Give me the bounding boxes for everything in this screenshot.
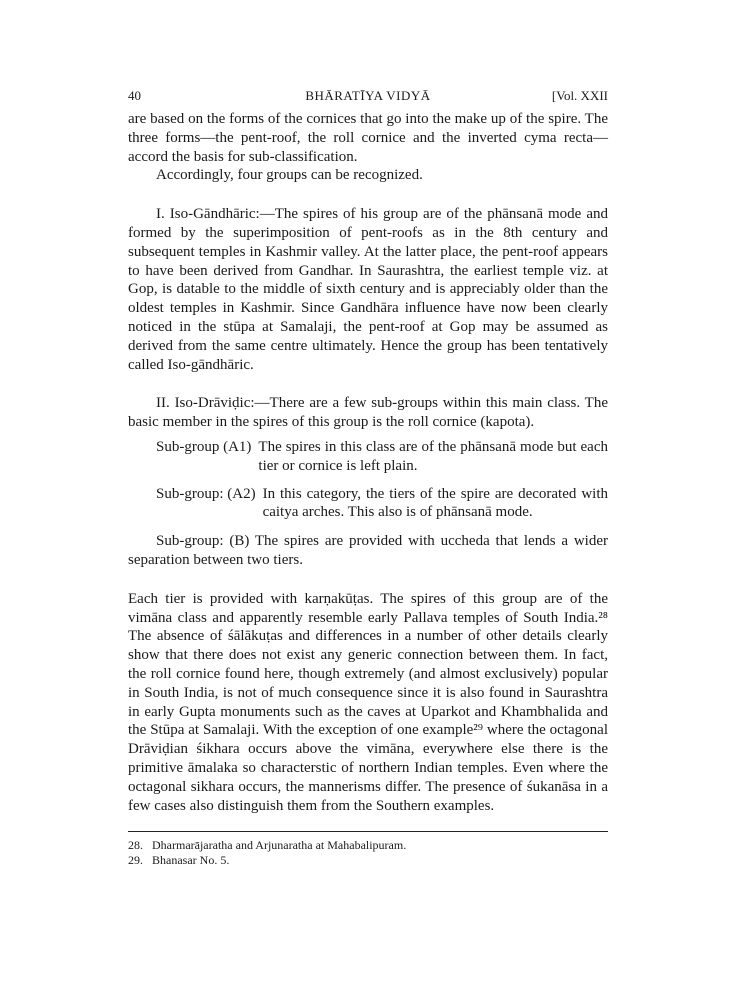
subgroup-b: Sub-group: (B) The spires are provided with uccheda that lends a wider separation between two tiers. (128, 533, 608, 568)
footnote-28-text: Dharmarājaratha and Arjunaratha at Mahabalipuram. (152, 838, 407, 853)
footnote-divider (128, 831, 608, 832)
subgroup-a2-label: Sub-group: (A2) (156, 485, 256, 502)
document-page (128, 88, 608, 867)
footnote-28-number: 28. (128, 838, 143, 853)
subgroup-a2 (128, 485, 608, 523)
page-number: 40 (128, 88, 141, 103)
volume-label: [Vol. XXII (551, 88, 608, 103)
subgroup-a2-text: In this category, the tiers of the spire are decorated with caitya arches. This also is of phānsanā mode. (262, 485, 608, 521)
section-iso-dravidic: II. Iso-Drāviḍic:—There are a few sub-groups within this main class. The basic member in the spires of this group is the roll cornice (kapota). (128, 395, 608, 431)
accordingly-line: Accordingly, four groups can be recognized. (156, 167, 423, 184)
subgroup-a1-label: Sub-group (A1) (156, 438, 252, 455)
subgroup-a1 (128, 438, 608, 476)
running-header (128, 88, 608, 110)
subgroup-a1-text: The spires in this class are of the phānsanā mode but each tier or cornice is left plain. (258, 438, 608, 474)
journal-title: BHĀRATĪYA VIDYĀ (305, 88, 431, 103)
footnote-28 (128, 838, 608, 853)
section-vimana-paragraph: Each tier is provided with karṇakūṭas. The spires of this group are of the vimāna class and apparently resemble early Pallava temples of South India.²⁸ The absence of śālākuṭas and differences in a number of other details clearly show that there does not exist any generic connection between them. In fact, the roll cornice found here, though extremely (and almost exclusively) popular in South India, is not of much consequence since it is also found in Saurashtra in early Gupta monuments such as the caves at Uparkot and Khambhalida and the Stūpa at Samalaji. With the exception of one example²⁹ where the octagonal Drāviḍian śikhara occurs above the vimāna, everywhere else there is the primitive āmalaka so characterstic of northern Indian temples. Even where the octagonal sikhara occurs, the mannerisms differ. The presence of śukanāsa in a few cases also distinguish them from the Southern examples. (128, 590, 608, 814)
footnote-29 (128, 853, 608, 868)
footnote-29-number: 29. (128, 852, 143, 867)
intro-paragraph: are based on the forms of the cornices that go into the make up of the spire. The three forms—the pent-roof, the roll cornice and the inverted cyma recta—accord the basis for sub-classification. (128, 111, 608, 165)
footnote-29-text: Bhanasar No. 5. (152, 852, 230, 867)
section-iso-gandharic: I. Iso-Gāndhāric:—The spires of his group are of the phānsanā mode and formed by the superimposition of pent-roofs as in the 8th century and subsequent temples in Kashmir valley. At the latter place, the pent-roof appears to have been derived from Gandhar. In Saurashtra, the earliest temple viz. at Gop, is datable to the middle of sixth century and is appreciably older than the oldest temples in Kashmir. Since Gandhāra influence have now been clearly noticed in the stūpa at Samalaji, the pent-roof at Gop may be assumed as derived from the same centre ultimately. Hence the group has been tentatively called Iso-gāndhāric. (128, 206, 608, 373)
